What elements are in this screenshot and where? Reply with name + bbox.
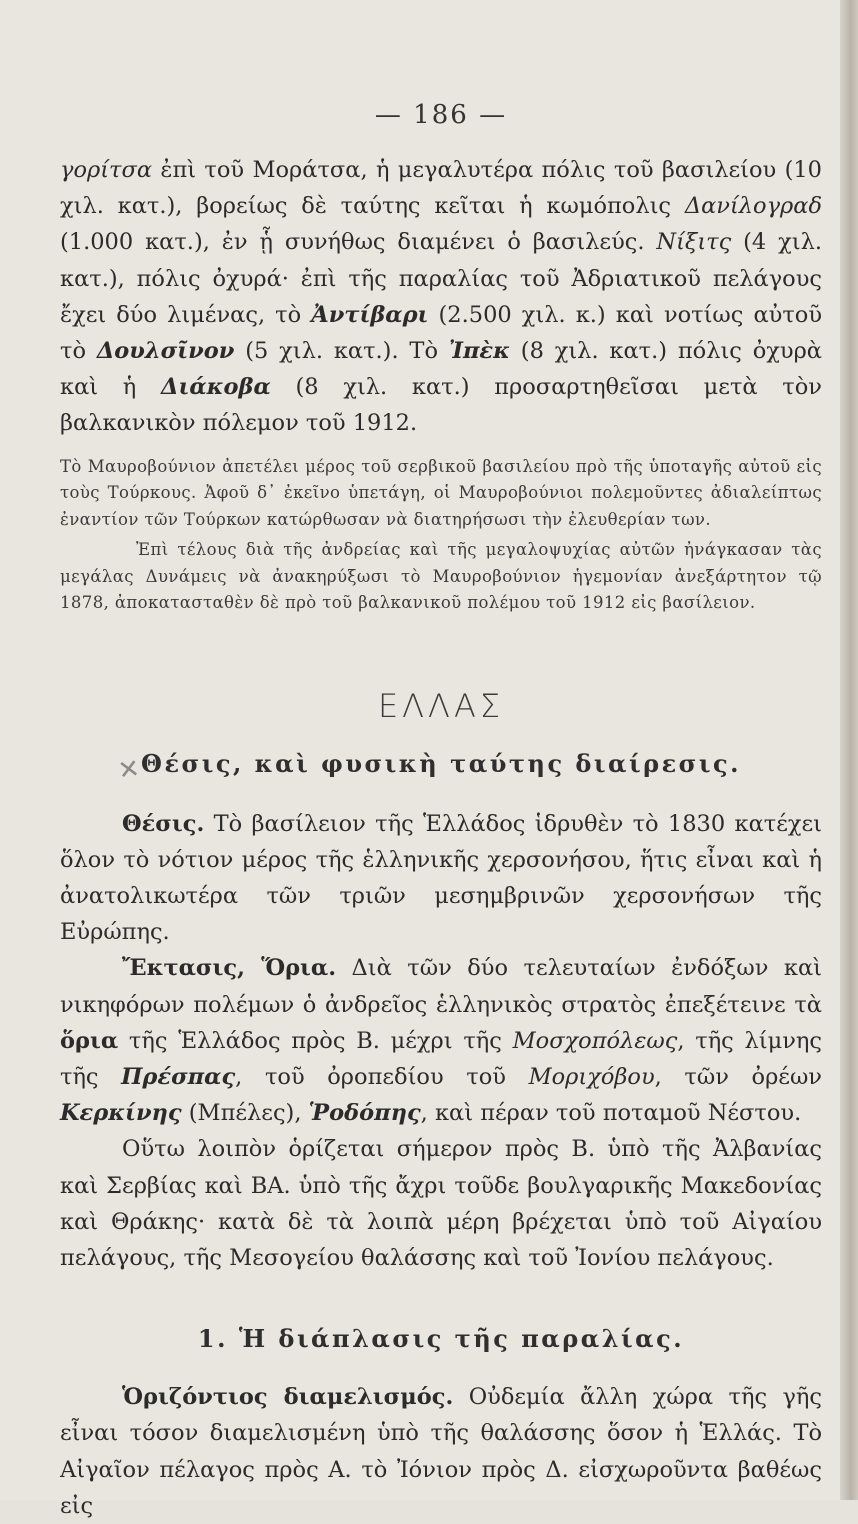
paragraph-label: Ἔκτασις, Ὅρια. <box>122 955 337 982</box>
text: Τὸ βασίλειον τῆς Ἑλλάδος ἱδρυθὲν τὸ 1830 κατέχει ὅλον τὸ νότιον μέρος τῆς ἑλληνικῆς χερσονήσου, ἥτις εἶναι καὶ ἡ ἀνατολικωτέρα τῶν τριῶν μεσημβρινῶν χερσονήσων τῆς Εὐρώπης. <box>60 810 822 946</box>
paragraph-label: Ὁριζόντιος διαμελισμός. <box>122 1384 454 1411</box>
text: , τῆς λίμνης τῆς <box>60 1027 822 1091</box>
page-content <box>60 100 822 1524</box>
pencil-x-mark-icon: ✕ <box>116 753 145 787</box>
text: , τοῦ ὀροπεδίου τοῦ <box>235 1064 529 1091</box>
chapter-title: ΕΛΛΑΣ <box>377 686 505 725</box>
text: (5 χιλ. κατ.). Τὸ <box>234 338 449 365</box>
text: (2.500 χιλ. κ.) καὶ νοτίως αὐτοῦ τὸ <box>60 301 822 365</box>
text-italic: Ἰπὲκ <box>448 338 510 365</box>
paragraph-thesis <box>60 806 822 951</box>
paragraph-boundaries: Οὕτω λοιπὸν ὁρίζεται σήμερον πρὸς Β. ὑπὸ τῆς Ἀλβανίας καὶ Σερβίας καὶ ΒΑ. ὑπὸ τῆς ἄχρι τοῦδε βουλγαρικῆς Μακεδονίας καὶ Θράκης· κατὰ δὲ τὰ λοιπὰ μέρη βρέχεται ὑπὸ τοῦ Αἰγαίου πελάγους, τῆς Μεσογείου θαλάσσης καὶ τοῦ Ἰονίου πελάγους. <box>60 1136 822 1272</box>
note-paragraph-history: Τὸ Μαυροβούνιον ἀπετέλει μέρος τοῦ σερβικοῦ βασιλείου πρὸ τῆς ὑποταγῆς αὐτοῦ εἰς τοὺς Τούρκους. Ἀφοῦ δ᾽ ἐκεῖνο ὑπετάγη, οἱ Μαυροβούνιοι πολεμοῦντες ἀδιαλείπτως ἐναντίον τῶν Τούρκων κατώρθωσαν νὰ διατηρήσωσι τὴν ἐλευθερίαν των. <box>60 456 822 529</box>
text-italic: Μοριχόβου <box>528 1064 655 1091</box>
page-number: — 186 — <box>374 100 508 130</box>
paragraph-extent-borders <box>60 950 822 1131</box>
text: τῆς Ἑλλάδος πρὸς Β. μέχρι τῆς <box>118 1027 513 1054</box>
text-italic: Ἀντίβαρι <box>311 301 429 328</box>
text: (8 χιλ. κατ.) πόλις ὀχυρὰ καὶ ἡ <box>60 338 822 401</box>
text-bold-italic: Ῥοδόπης <box>308 1100 421 1127</box>
text: (4 χιλ. κατ.), πόλις ὀχυρά· ἐπὶ τῆς παραλίας τοῦ Ἀδριατικοῦ πελάγους ἔχει δύο λιμένας, τὸ <box>60 229 822 328</box>
note-paragraph-independence: Ἐπὶ τέλους διὰ τῆς ἀνδρείας καὶ τῆς μεγαλοψυχίας αὐτῶν ἠνάγκασαν τὰς μεγάλας Δυνάμεις νὰ ἀνακηρύξωσι τὸ Μαυροβούνιον ἡγεμονίαν ἀνεξάρτητον τῷ 1878, ἀποκατασταθὲν δὲ πρὸ τοῦ βαλκανικοῦ πολέμου τοῦ 1912 εἰς βασίλειον. <box>60 540 822 613</box>
text: (8 χιλ. κατ.) προσαρτηθεῖσαι μετὰ τὸν βαλκανικὸν πόλεμον τοῦ 1912. <box>60 374 822 437</box>
text-italic: Μοσχοπόλεως <box>512 1027 678 1054</box>
text: ἐπὶ τοῦ Μοράτσα, ἡ μεγαλυτέρα πόλις τοῦ βασιλείου (10 χιλ. κατ.), βορείως δὲ ταύτης κεῖται ἡ κωμόπολις <box>60 157 822 220</box>
paragraph-montenegro-cities <box>60 152 822 442</box>
text-italic: Διάκοβα <box>161 374 271 401</box>
text-italic: Δουλσῖνον <box>96 338 235 365</box>
text-italic: Δανίλογραδ <box>684 193 822 220</box>
paragraph-label: Θέσις. <box>122 810 205 837</box>
text-bold-italic: Κερκίνης <box>60 1100 182 1127</box>
section-heading: 1. Ἡ διάπλασις τῆς παραλίας. <box>197 1324 685 1354</box>
text: Οὐδεμία ἄλλη χώρα τῆς γῆς εἶναι τόσον διαμελισμένη ὑπὸ τῆς θαλάσσης ὅσον ἡ Ἑλλάς. Τὸ Αἰγαῖον πέλαγος πρὸς Α. τὸ Ἰόνιον πρὸς Δ. εἰσχωροῦντα βαθέως εἰς <box>60 1384 822 1519</box>
text: (Μπέλες), <box>181 1100 309 1127</box>
text-bold: ὅρια <box>60 1027 119 1054</box>
text-italic: γορίτσα <box>60 157 153 183</box>
text: (1.000 κατ.), ἐν ᾗ συνήθως διαμένει ὁ βασιλεύς. <box>60 229 657 256</box>
paragraph-horizontal-division <box>60 1379 822 1524</box>
text-bold-italic: Πρέσπας <box>121 1064 236 1091</box>
text: Διὰ τῶν δύο τελευταίων ἐνδόξων καὶ νικηφόρων πολέμων ὁ ἀνδρεῖος ἑλληνικὸς στρατὸς ἐπεξέτεινε τὰ <box>60 955 822 1018</box>
chapter-subtitle <box>60 748 822 787</box>
page-edge <box>840 0 858 1500</box>
text: , τῶν ὀρέων <box>654 1064 822 1091</box>
text-italic: Νίξιτς <box>656 229 732 256</box>
text: , καὶ πέραν τοῦ ποταμοῦ Νέστου. <box>420 1100 802 1127</box>
subtitle-text: Θέσις, καὶ φυσικὴ ταύτης διαίρεσις. <box>141 748 741 778</box>
